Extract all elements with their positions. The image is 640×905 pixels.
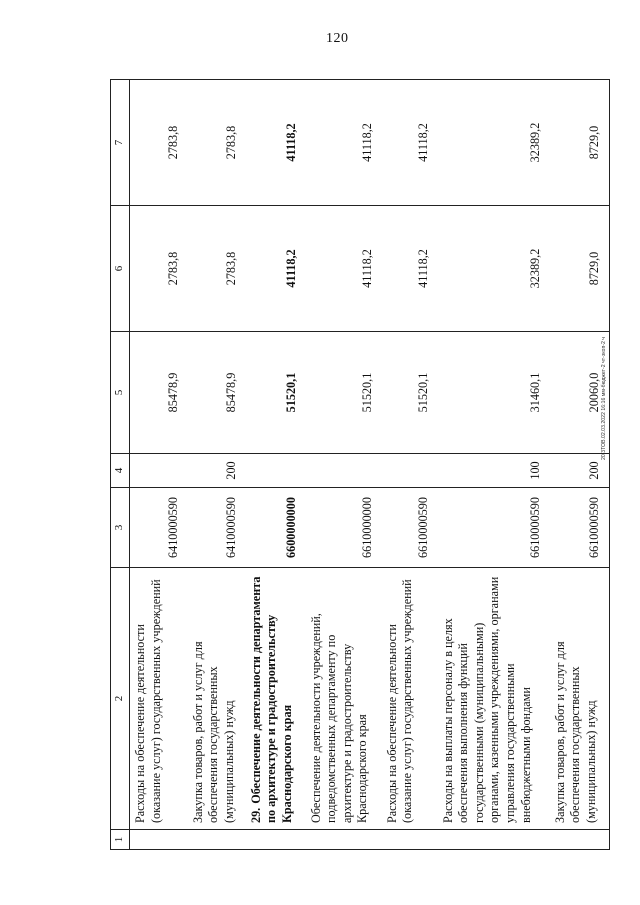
row-expense-type [246, 454, 306, 488]
row-number [188, 830, 246, 850]
header-col-7: 7 [111, 80, 130, 206]
row-value-col5: 51520,1 [382, 332, 438, 454]
side-stamp: 20.3ТОВ.02.03.2022 16:16 мм-бюджет-2 чт-зкоп-2 ч [601, 336, 607, 460]
row-value-col7: 8729,0 [550, 80, 610, 206]
row-name: Закупка товаров, работ и услуг для обеспечения государственных (муниципальных) нужд [550, 568, 610, 830]
table-row [130, 80, 188, 850]
row-value-col7: 2783,8 [130, 80, 188, 206]
row-value-col7: 41118,2 [306, 80, 382, 206]
rotated-table-wrapper [110, 70, 602, 850]
row-target-code: 6410000590 [188, 488, 246, 568]
row-target-code: 6610000590 [382, 488, 438, 568]
header-col-3: 3 [111, 488, 130, 568]
table-row [382, 80, 438, 850]
row-name: Расходы на обеспечение деятельности (оказание услуг) государственных учреждений [130, 568, 188, 830]
table-row [188, 80, 246, 850]
row-name: Обеспечение деятельности департамента по архитектуре и градостроительству Краснодарского края [248, 576, 294, 823]
row-number [550, 830, 610, 850]
row-target-code: 6610000590 [550, 488, 610, 568]
row-number [382, 830, 438, 850]
table-body [111, 80, 610, 850]
row-name: Закупка товаров, работ и услуг для обеспечения государственных (муниципальных) нужд [188, 568, 246, 830]
row-value-col6: 2783,8 [130, 206, 188, 332]
row-value-col5: 51520,1 [306, 332, 382, 454]
row-value-col7: 2783,8 [188, 80, 246, 206]
header-col-6: 6 [111, 206, 130, 332]
row-value-col6: 41118,2 [246, 206, 306, 332]
row-value-col5: 85478,9 [188, 332, 246, 454]
table-row [550, 80, 610, 850]
header-col-2: 2 [111, 568, 130, 830]
row-expense-type [306, 454, 382, 488]
row-expense-type [130, 454, 188, 488]
row-target-code: 6410000590 [130, 488, 188, 568]
header-col-5: 5 [111, 332, 130, 454]
row-value-col7: 32389,2 [438, 80, 550, 206]
row-value-col5: 20060,0 [550, 332, 610, 454]
row-value-col5: 51520,1 [246, 332, 306, 454]
row-value-col5: 31460,1 [438, 332, 550, 454]
row-name: Расходы на выплаты персоналу в целях обеспечения выполнения функций государственными (муниципальными) органами, казенными учреждениями, органами управления государственными внебюджетными фондами [438, 568, 550, 830]
row-target-code: 6610000000 [306, 488, 382, 568]
header-col-1: 1 [111, 830, 130, 850]
row-expense-type: 100 [438, 454, 550, 488]
page-number: 120 [326, 31, 349, 46]
row-expense-type: 200 [550, 454, 610, 488]
row-value-col7: 41118,2 [382, 80, 438, 206]
row-target-code: 6600000000 [246, 488, 306, 568]
table-row [438, 80, 550, 850]
row-number: 29. [248, 807, 263, 823]
row-value-col6: 32389,2 [438, 206, 550, 332]
table-row [246, 80, 306, 850]
row-target-code: 6610000590 [438, 488, 550, 568]
budget-table [110, 79, 610, 850]
row-value-col7: 41118,2 [246, 80, 306, 206]
row-number-cell [246, 830, 306, 850]
row-value-col6: 2783,8 [188, 206, 246, 332]
row-name: Обеспечение деятельности учреждений, подведомственных департаменту по архитектуре и градостроительству Краснодарского края [306, 568, 382, 830]
row-value-col6: 41118,2 [306, 206, 382, 332]
row-name-cell [246, 568, 306, 830]
row-number [306, 830, 382, 850]
table-header-row [111, 80, 130, 850]
row-expense-type: 200 [188, 454, 246, 488]
header-col-4: 4 [111, 454, 130, 488]
row-name: Расходы на обеспечение деятельности (оказание услуг) государственных учреждений [382, 568, 438, 830]
row-number [130, 830, 188, 850]
row-value-col6: 8729,0 [550, 206, 610, 332]
row-value-col5: 85478,9 [130, 332, 188, 454]
row-expense-type [382, 454, 438, 488]
row-value-col6: 41118,2 [382, 206, 438, 332]
row-number [438, 830, 550, 850]
table-row [306, 80, 382, 850]
